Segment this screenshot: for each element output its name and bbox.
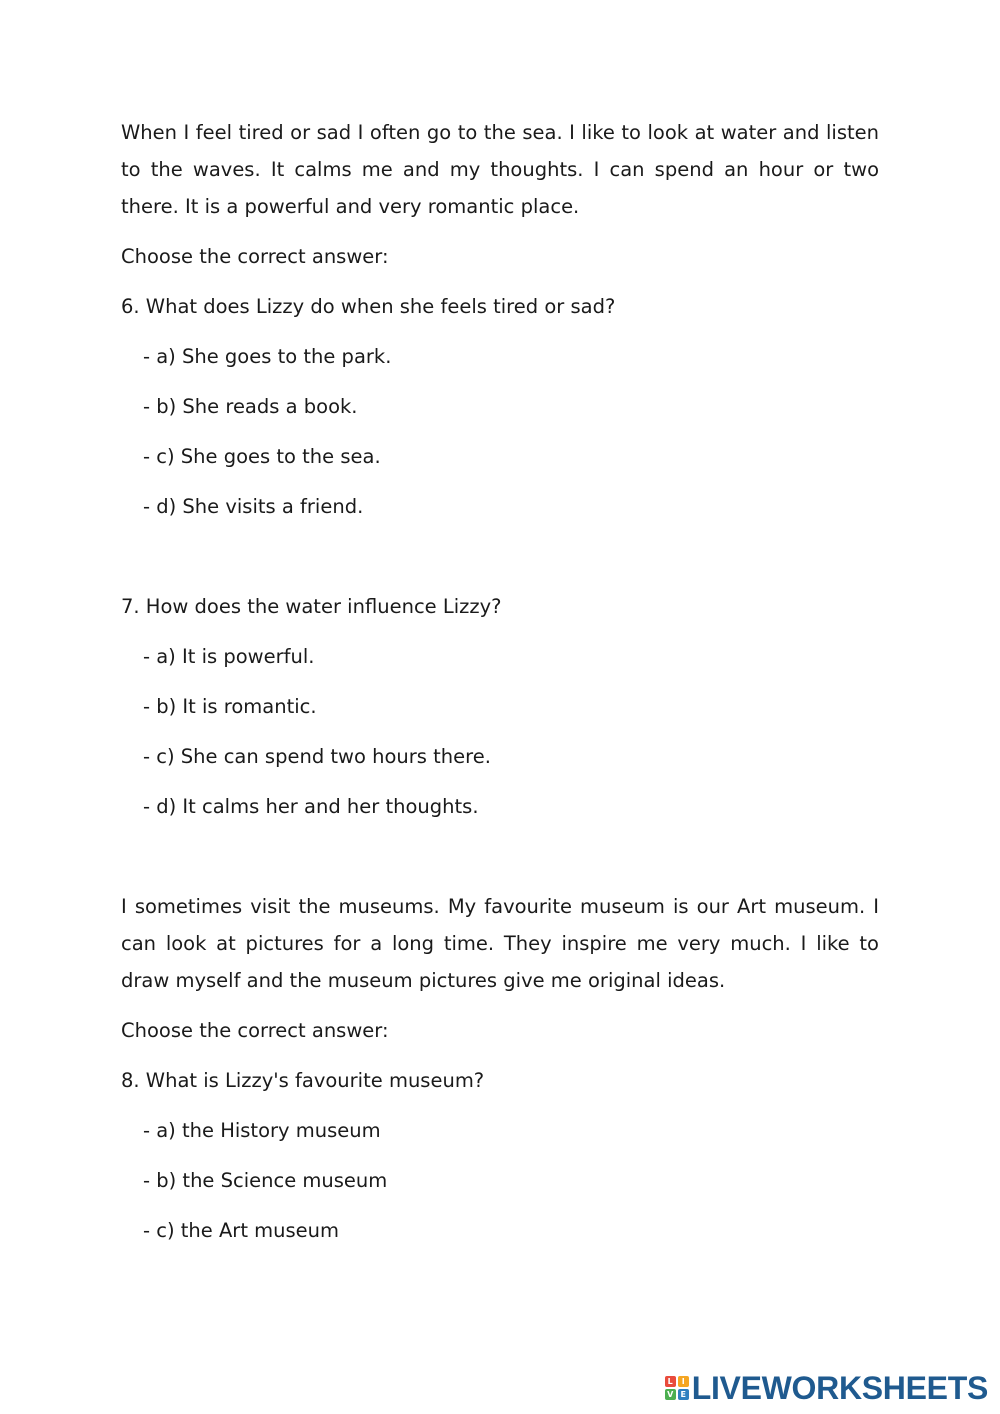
q7-option-d[interactable]: - d) It calms her and her thoughts. — [143, 795, 479, 818]
q6-option-c[interactable]: - c) She goes to the sea. — [143, 445, 381, 468]
logo-letter-v: V — [665, 1389, 676, 1400]
question-7: 7. How does the water influence Lizzy? — [121, 595, 502, 618]
q8-option-c[interactable]: - c) the Art museum — [143, 1219, 340, 1242]
q6-option-d[interactable]: - d) She visits a friend. — [143, 495, 364, 518]
instruction-text: Choose the correct answer: — [121, 245, 389, 268]
logo-wordmark: LIVEWORKSHEETS — [691, 1370, 988, 1406]
reading-passage-museum: I sometimes visit the museums. My favourite museum is our Art museum. I can look at pictures for a long time. They inspire me very much. I like to draw myself and the museum pictures give me original ideas. — [121, 895, 879, 992]
q7-option-c[interactable]: - c) She can spend two hours there. — [143, 745, 491, 768]
instruction-text: Choose the correct answer: — [121, 1019, 389, 1042]
q7-option-b[interactable]: - b) It is romantic. — [143, 695, 317, 718]
worksheet — [121, 114, 879, 1249]
q7-option-a[interactable]: - a) It is powerful. — [143, 645, 315, 668]
logo-letter-e: E — [678, 1389, 689, 1400]
logo-letter-i: I — [678, 1376, 689, 1387]
liveworksheets-logo — [665, 1370, 988, 1406]
q8-option-a[interactable]: - a) the History museum — [143, 1119, 381, 1142]
logo-letter-l: L — [665, 1376, 676, 1387]
question-8: 8. What is Lizzy's favourite museum? — [121, 1069, 485, 1092]
q6-option-b[interactable]: - b) She reads a book. — [143, 395, 358, 418]
q8-option-b[interactable]: - b) the Science museum — [143, 1169, 388, 1192]
logo-mark-icon — [665, 1376, 689, 1400]
question-6: 6. What does Lizzy do when she feels tired or sad? — [121, 295, 616, 318]
q6-option-a[interactable]: - a) She goes to the park. — [143, 345, 392, 368]
reading-passage-sea: When I feel tired or sad I often go to the sea. I like to look at water and listen to the waves. It calms me and my thoughts. I can spend an hour or two there. It is a powerful and very romantic place. — [121, 121, 879, 218]
